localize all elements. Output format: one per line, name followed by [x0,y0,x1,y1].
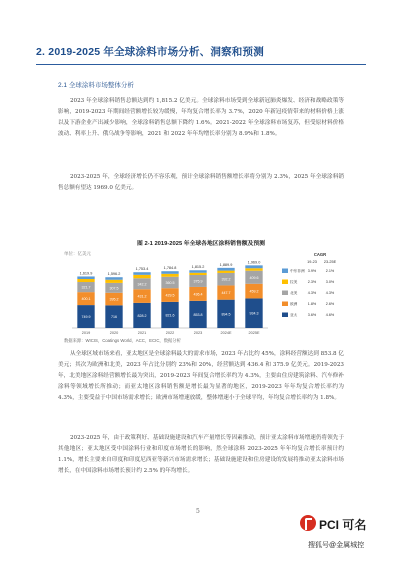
cagr-value: 3.9% [307,269,317,273]
section-rule [36,64,366,65]
bar-segment-4-2025E [245,268,262,270]
legend-swatch-2 [282,302,288,307]
bar-segment-4-2024E [217,271,234,273]
segment-label: 342.2 [137,282,147,287]
legend-swatch-3 [282,291,288,296]
segment-label: 459.2 [249,289,259,294]
segment-label: 431.2 [137,294,147,299]
x-tick-label: 2022 [165,331,175,335]
paragraph-1: 2023 年全球涂料销售总额达到约 1,815.2 亿美元。全球涂料市场受到全球新冠肺炎爆发、经济和战略政策等影响，2019-2023 年期间经营额增长较为缓慢，年均复合增长率为 3.7%，2020 年新冠疫情带来的材料价格上涨以及下游企业产出减少影响，全球涂料销售总额下降约 1.6%。2021-2022 年全球涂料市场复苏，但受原材料价格波动、利率上升、俄乌战争等影响，2021 和 2022 年年均增长率分别为 8.9%和 1.8%。 [58,98,344,137]
segment-label: 307.5 [109,286,119,291]
segment-label: 392.2 [221,277,231,282]
figure-title: 图 2-1 2019-2025 年全球各地区涂料销售额及预测 [137,241,265,247]
paragraph-3: 从全球区域市场来看，亚太地区是全球涂料最大的需求市场，2023 年占比约 45%，涂料经营额达到 853.8 亿美元；其次为欧洲和北美，2023 年占比分别约 23%和 20%，经营额达到 436.4 和 375.9 亿美元。2019-2023 年，北美地区涂料经营额增长最为突出，2019-2023 年间复合增长率约为 4.3%，主要由住房建筑涂料、汽车修补涂料等领域增长所推动；而亚太地区涂料销售额是增长最为显著的地区，2019-2023 年年均复合增长率约为 4.3%，主要受益于中国市场需求增长；欧洲市场增速放缓，整体增速小于全球平均，年均复合增长率约为 1.8%。 [58,351,344,401]
x-tick-label: 2025E [248,331,260,335]
legend-swatch-5 [282,269,288,274]
bar-segment-5-2020 [105,277,122,280]
bar-segment-5-2021 [133,272,150,275]
cagr-value: 3.6% [307,313,317,317]
total-label: 1,815.2 [191,265,205,270]
bar-segment-5-2024E [217,268,234,271]
legend-label: 欧洲 [290,302,298,306]
segment-label: 821.6 [165,313,175,318]
stacked-bar-chart [58,236,344,346]
pci-logo [300,513,370,535]
figure-source: 数据来源：WICIS，Coatings World，ACC，ECIC，数据分析 [64,338,181,343]
cagr-col-1: 19-23 [307,260,317,264]
bar-segment-4-2023 [189,273,206,275]
bar-segment-4-2021 [133,275,150,278]
total-label: 1,969.0 [247,260,261,265]
total-label: 1,753.4 [135,267,149,272]
cagr-value: 2.6% [325,302,335,306]
pci-logo-text: PCI 可名 [319,518,367,532]
segment-label: 749.9 [81,315,91,320]
cagr-value: 1.8% [307,302,317,306]
segment-label: 409.6 [249,275,259,280]
section-header [36,44,366,65]
cagr-header: CAGR [313,252,327,257]
legend-label: 北美 [290,291,298,295]
x-tick-label: 2020 [109,331,119,335]
segment-label: 828.2 [137,313,147,318]
cagr-value: 3.0% [325,280,335,284]
paragraph-4: 2023-2025 年，由于政策利好、基础设施建设和汽车产量增长等因素推动，预计亚太涂料市场增速仍将领先于其他地区；亚太地区受中国涂料行业和印度市场增长的影响，然全球涂料 2023-2025 年年均复合增长率预计约 1.1%，增长主要来自印度和印度尼西亚等新兴市场需求增长；基础设施建设和住房建设的发展将推动亚太涂料市场增长，在中国涂料市场增长预计约 2.5% 的年均增长。 [58,435,344,474]
section-title: 2. 2019-2025 年全球涂料市场分析、洞察和预测 [36,46,264,58]
subsection-title: 2.1 全球涂料市场整体分析 [58,82,134,89]
total-label: 1,889.9 [219,262,233,267]
bar-segment-5-2023 [189,270,206,273]
segment-label: 400.1 [81,297,91,302]
segment-label: 447.7 [221,291,231,296]
x-tick-label: 2024E [220,331,232,335]
legend-label: 拉美 [290,280,298,284]
total-label: 1,619.9 [79,271,93,276]
cagr-value: 2.1% [325,269,335,273]
x-tick-label: 2021 [137,331,147,335]
segment-label: 934.3 [249,311,259,316]
cagr-value: 4.6% [325,313,335,317]
total-label: 1,596.2 [107,272,121,277]
segment-label: 375.9 [193,279,203,284]
legend-swatch-1 [282,313,288,318]
figure-unit: 单位：亿美元 [64,251,91,256]
segment-label: 321.7 [81,285,91,290]
legend-label: 中东非洲 [290,269,305,273]
segment-label: 395.2 [109,297,119,302]
bar-segment-4-2022 [161,274,178,277]
x-tick-label: 2023 [193,331,203,335]
pci-logo-icon [300,515,316,531]
x-tick-label: 2019 [81,331,91,335]
cagr-value: 4.3% [307,291,317,295]
segment-label: 360.5 [165,280,175,285]
figure-2-1 [58,236,344,346]
segment-label: 894.5 [221,312,231,317]
bar-segment-5-2022 [161,271,178,274]
bar-segment-5-2019 [77,276,94,279]
segment-label: 436.4 [193,292,203,297]
cagr-value: 4.3% [325,291,335,295]
bar-segment-4-2019 [77,279,94,282]
page-number: 5 [196,508,200,515]
watermark: 搜狐号@金属城控 [308,542,365,549]
segment-label: 716 [111,315,117,320]
cagr-value: 2.3% [307,280,317,284]
bar-segment-4-2020 [105,280,122,283]
legend-label: 亚太 [290,313,298,317]
segment-label: 853.8 [193,312,203,317]
bar-segment-5-2025E [245,265,262,268]
legend-swatch-4 [282,280,288,285]
paragraph-2: 2023-2025 年，全球经济增长仍不容乐观，预计全球涂料销售额增长率将分别为 2.3%，2025 年全球涂料销售总额有望达 1969.0 亿美元。 [58,174,344,191]
segment-label: 429.5 [165,293,175,298]
total-label: 1,784.8 [163,266,177,271]
cagr-col-2: 23-25E [323,260,337,264]
